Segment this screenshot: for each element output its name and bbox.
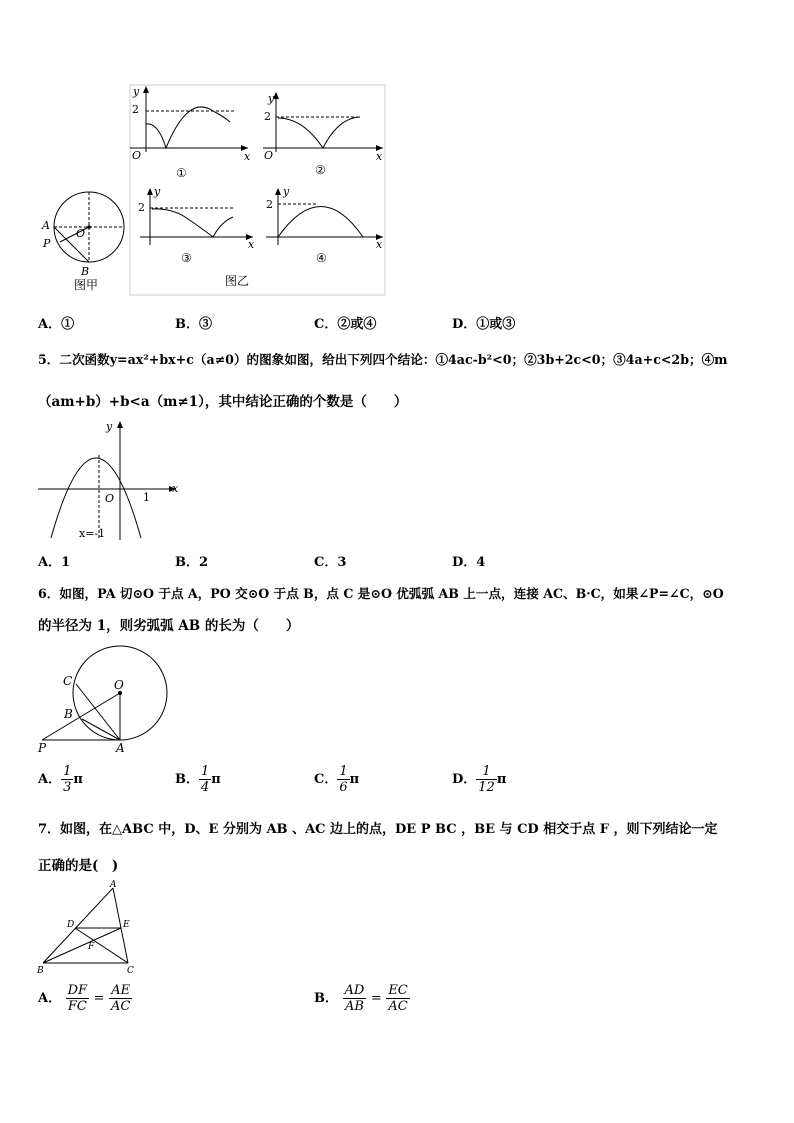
option-fraction: $\frac{1}{12}$ — [478, 764, 495, 795]
graph-2-y-label: y — [268, 92, 275, 105]
q5-option-b[interactable] — [175, 551, 208, 570]
graph-2 — [263, 92, 383, 177]
q7-point-D: D — [67, 920, 75, 930]
figure-b-caption: 图乙 — [225, 274, 250, 288]
q6-point-C: C — [63, 674, 73, 688]
right-fraction: $\frac{AE}{AC}$ — [111, 983, 131, 1014]
q5-option-d[interactable] — [452, 551, 485, 570]
q7-option-a[interactable] — [38, 983, 132, 1014]
q5-origin: O — [105, 492, 115, 505]
graph-3-x-label: x — [248, 238, 255, 251]
q6-option-b[interactable] — [175, 764, 221, 795]
option-letter: B． — [314, 991, 338, 1006]
option-text: 4 — [476, 555, 486, 570]
graph-4-y-tick: 2 — [266, 198, 273, 211]
option-letter: D． — [452, 555, 477, 570]
q7-point-A: A — [110, 880, 117, 890]
q4-option-c[interactable] — [314, 313, 376, 332]
option-letter: C． — [314, 772, 338, 787]
graph-4-y-label: y — [283, 185, 290, 198]
figure-a-point-P: P — [43, 237, 51, 250]
q4-option-a[interactable] — [38, 313, 74, 332]
left-fraction: $\frac{AD}{AB}$ — [344, 983, 365, 1014]
equals-sign: = — [93, 991, 105, 1006]
pi-symbol: π — [211, 772, 221, 787]
figure-a-point-A: A — [42, 219, 50, 232]
q4-option-b[interactable] — [175, 313, 212, 332]
pi-symbol: π — [73, 772, 83, 787]
q5-y-label: y — [106, 420, 113, 433]
graph-1-y-tick: 2 — [132, 103, 139, 116]
figure-a — [41, 192, 124, 292]
option-letter: A． — [38, 317, 62, 332]
option-text: ①或③ — [476, 317, 516, 332]
q4-figure-svg — [38, 82, 388, 297]
option-text: 2 — [199, 555, 209, 570]
option-letter: C． — [314, 317, 338, 332]
q6-figure — [36, 643, 176, 755]
q4-figure — [38, 82, 388, 297]
q5-option-c[interactable] — [314, 551, 346, 570]
option-text: ③ — [199, 317, 213, 332]
graph-2-x-label: x — [376, 150, 383, 163]
q6-option-d[interactable] — [452, 764, 506, 795]
q6-option-c[interactable] — [314, 764, 359, 795]
option-letter: D． — [452, 317, 477, 332]
q6-point-P: P — [38, 741, 47, 755]
q5-stem-line-2: （am+b）+b<a（m≠1），其中结论正确的个数是（ ） — [38, 394, 408, 410]
q5-tick-1: 1 — [143, 491, 150, 504]
graph-3-y-tick: 2 — [138, 201, 145, 214]
option-text: ②或④ — [337, 317, 377, 332]
q7-figure-svg — [36, 880, 146, 975]
graph-4-number: ④ — [316, 251, 327, 265]
option-letter: B． — [175, 317, 199, 332]
q5-figure-svg — [36, 418, 186, 543]
q6-point-A: A — [116, 741, 125, 755]
graph-1 — [130, 85, 251, 180]
graph-1-x-label: x — [244, 150, 251, 163]
graph-3-y-label: y — [154, 185, 161, 198]
right-fraction: $\frac{EC}{AC}$ — [388, 983, 408, 1014]
option-letter: D． — [452, 772, 477, 787]
q5-x-label: x — [172, 482, 179, 495]
graph-2-y-tick: 2 — [264, 110, 271, 123]
option-letter: A． — [38, 772, 62, 787]
q5-figure — [36, 418, 186, 543]
option-letter: B． — [175, 772, 199, 787]
q6-figure-svg — [36, 643, 176, 755]
q6-stem-line-1: 6．如图，PA 切⊙O 于点 A，PO 交⊙O 于点 B，点 C 是⊙O 优弧弧 AB 上一点，连接 AC、B·C，如果∠P=∠C，⊙O — [38, 586, 724, 601]
q7-stem-line-1: 7．如图，在△ABC 中，D、E 分别为 AB 、AC 边上的点，DE P BC ，BE 与 CD 相交于点 F ，则下列结论一定 — [38, 822, 718, 837]
q5-stem-line-1: 5．二次函数y=ax²+bx+c（a≠0）的图象如图，给出下列四个结论：①4ac-b²<0；②3b+2c<0；③4a+c<2b；④m — [38, 352, 728, 367]
option-text: ① — [61, 317, 75, 332]
q7-point-C: C — [127, 966, 134, 975]
graph-1-y-label: y — [133, 85, 140, 98]
q6-option-a[interactable] — [38, 764, 83, 795]
option-letter: C． — [314, 555, 338, 570]
left-fraction: $\frac{DF}{FC}$ — [67, 983, 88, 1014]
figure-a-point-B: B — [81, 265, 90, 278]
q7-point-E: E — [123, 920, 130, 930]
q7-option-b[interactable] — [314, 983, 410, 1014]
graph-3-number: ③ — [181, 251, 192, 265]
graph-2-origin: O — [264, 149, 274, 162]
q6-stem-line-2: 的半径为 1，则劣弧弧 AB 的长为（ ） — [38, 618, 300, 634]
graph-2-number: ② — [315, 163, 326, 177]
equals-sign: = — [370, 991, 382, 1006]
figure-a-caption: 图甲 — [74, 278, 99, 292]
q7-figure — [36, 880, 146, 975]
graph-3 — [138, 185, 255, 265]
q4-option-d[interactable] — [452, 313, 515, 332]
q6-point-O: O — [114, 678, 124, 692]
q5-axis-label: x=-1 — [79, 527, 106, 540]
option-text: 1 — [61, 555, 71, 570]
q6-point-B: B — [64, 707, 73, 721]
graph-4 — [266, 185, 383, 265]
q7-stem-line-2: 正确的是( ) — [38, 858, 119, 874]
figure-a-point-O: O — [76, 227, 86, 240]
option-fraction: $\frac{1}{3}$ — [63, 764, 72, 795]
option-letter: B． — [175, 555, 199, 570]
option-fraction: $\frac{1}{6}$ — [339, 764, 348, 795]
option-text: 3 — [337, 555, 347, 570]
graph-4-x-label: x — [376, 238, 383, 251]
option-letter: A． — [38, 991, 62, 1006]
option-fraction: $\frac{1}{4}$ — [201, 764, 210, 795]
option-letter: A． — [38, 555, 62, 570]
graph-1-number: ① — [176, 166, 187, 180]
pi-symbol: π — [349, 772, 360, 787]
q5-option-a[interactable] — [38, 551, 70, 570]
q7-point-B: B — [37, 966, 44, 975]
q7-point-F: F — [88, 942, 95, 952]
graph-1-origin: O — [132, 149, 142, 162]
pi-symbol: π — [496, 772, 507, 787]
